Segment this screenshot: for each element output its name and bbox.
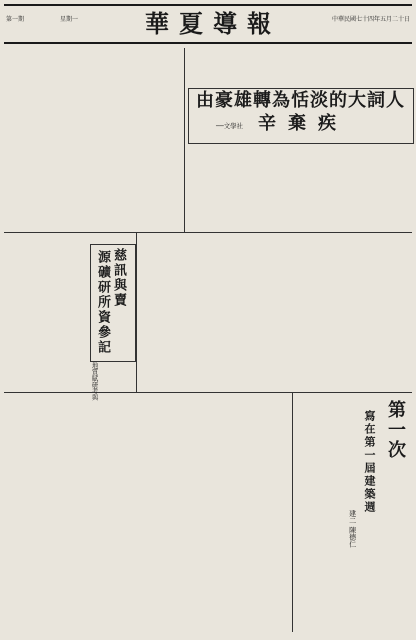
column-title: 第一次 bbox=[385, 400, 406, 460]
weekday-label: 星期一 bbox=[60, 16, 79, 23]
article-text-block bbox=[8, 238, 88, 388]
feature-author: 辛棄疾 bbox=[258, 113, 348, 134]
box-feature-title: 慈訊與賣 bbox=[111, 248, 126, 308]
article-text-block bbox=[8, 398, 288, 634]
article-text-block bbox=[140, 238, 410, 388]
column-divider bbox=[184, 48, 185, 232]
column-divider bbox=[136, 232, 137, 392]
date-label: 中華民國七十四年五月二十日 bbox=[331, 16, 410, 23]
box-feature-subtitle: 源礦研所資參記 bbox=[95, 250, 110, 355]
column-divider bbox=[292, 392, 293, 632]
masthead-top-rule bbox=[4, 4, 412, 6]
column-author: 建二 陳德仁 bbox=[348, 510, 357, 548]
article-text-block bbox=[312, 48, 412, 188]
article-text-block bbox=[296, 398, 344, 634]
box-feature-note: 地質賦研考與 bbox=[90, 362, 99, 401]
masthead-bottom-rule bbox=[4, 42, 412, 44]
masthead-title: 華夏導報 bbox=[145, 9, 281, 38]
column-subtitle: 寫在第一屆建築週 bbox=[363, 410, 376, 514]
feature-byline: ──文學社 bbox=[216, 122, 243, 130]
feature-headline: 由豪雄轉為恬淡的大詞人 bbox=[196, 90, 405, 111]
section-divider bbox=[4, 392, 412, 393]
issue-label: 第一期 bbox=[6, 16, 25, 23]
section-divider bbox=[4, 232, 412, 233]
article-text-block bbox=[8, 48, 178, 228]
